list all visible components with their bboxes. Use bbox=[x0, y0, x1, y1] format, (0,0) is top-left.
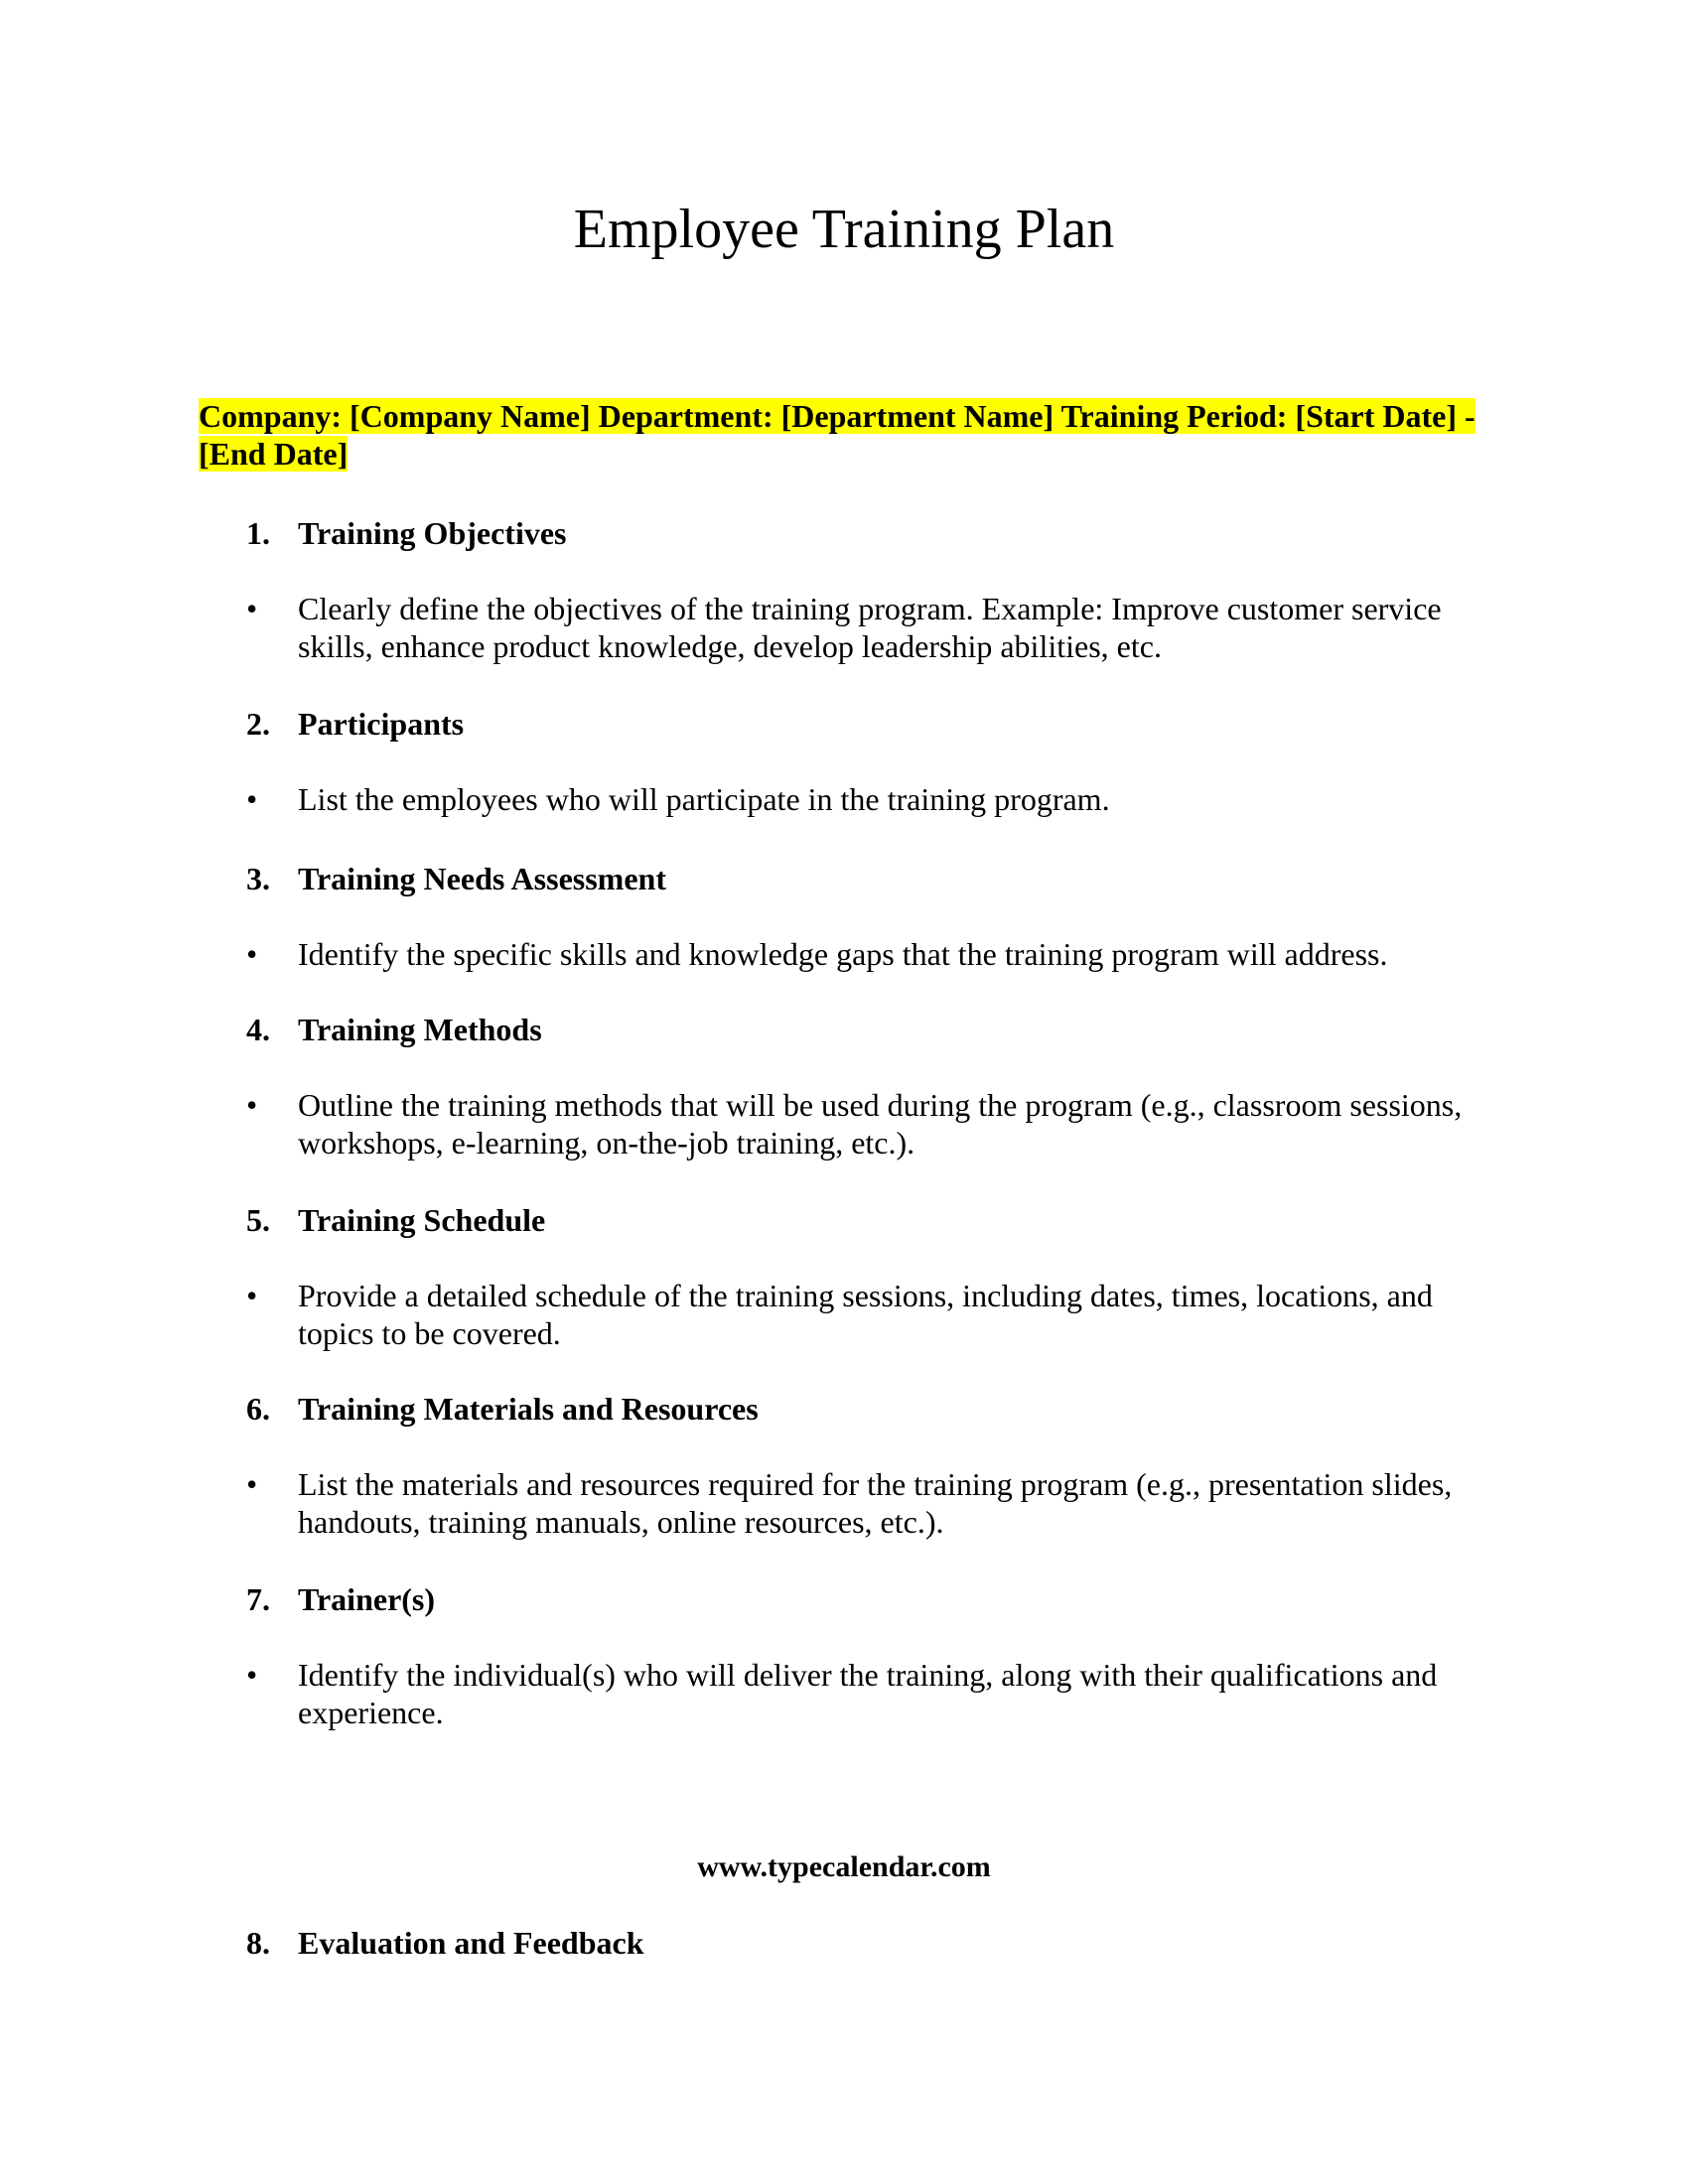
section-title: Evaluation and Feedback bbox=[298, 1925, 644, 1961]
section-title: Training Methods bbox=[298, 1012, 542, 1047]
section-evaluation-feedback bbox=[246, 1924, 1507, 1962]
bullet-icon: • bbox=[246, 591, 258, 626]
section-participants bbox=[246, 705, 1507, 818]
section-number: 5. bbox=[246, 1202, 270, 1238]
bullet-text: Identify the specific skills and knowledge gaps that the training program will address. bbox=[298, 936, 1388, 972]
section-training-needs-assessment bbox=[246, 860, 1507, 973]
bullet-text: List the employees who will participate in the training program. bbox=[298, 781, 1110, 817]
section-heading bbox=[246, 860, 1507, 897]
section-title: Trainer(s) bbox=[298, 1581, 436, 1617]
section-heading bbox=[246, 514, 1507, 552]
bullet-icon: • bbox=[246, 1657, 258, 1693]
bullet-item bbox=[246, 1656, 1507, 1731]
bullet-item bbox=[246, 780, 1507, 818]
bullet-item bbox=[246, 590, 1507, 665]
bullet-item bbox=[246, 1277, 1507, 1352]
section-training-schedule bbox=[246, 1201, 1507, 1352]
bullet-text: Identify the individual(s) who will deliver the training, along with their qualifications and experience. bbox=[298, 1657, 1438, 1730]
section-trainers bbox=[246, 1580, 1507, 1731]
header-info bbox=[199, 397, 1509, 473]
section-heading bbox=[246, 1924, 1507, 1962]
section-title: Training Objectives bbox=[298, 515, 567, 551]
bullet-icon: • bbox=[246, 936, 258, 972]
bullet-item bbox=[246, 935, 1507, 973]
bullet-item bbox=[246, 1086, 1507, 1161]
bullet-icon: • bbox=[246, 1087, 258, 1123]
section-number: 1. bbox=[246, 515, 270, 551]
document-title: Employee Training Plan bbox=[573, 199, 1115, 260]
website-link[interactable]: www.typecalendar.com bbox=[697, 1850, 991, 1883]
section-number: 4. bbox=[246, 1012, 270, 1047]
bullet-icon: • bbox=[246, 1466, 258, 1502]
bullet-icon: • bbox=[246, 781, 258, 817]
bullet-text: Provide a detailed schedule of the training sessions, including dates, times, locations, and topics to be covered. bbox=[298, 1278, 1433, 1351]
section-training-methods bbox=[246, 1011, 1507, 1161]
section-title: Participants bbox=[298, 706, 465, 742]
section-number: 8. bbox=[246, 1925, 270, 1961]
bullet-text: Outline the training methods that will be used during the program (e.g., classroom sessions, workshops, e-learning, on-the-job training, etc.). bbox=[298, 1087, 1463, 1160]
section-number: 7. bbox=[246, 1581, 270, 1617]
section-heading bbox=[246, 1390, 1507, 1428]
section-training-materials bbox=[246, 1390, 1507, 1541]
section-training-objectives bbox=[246, 514, 1507, 665]
bullet-text: List the materials and resources required for the training program (e.g., presentation slides, handouts, training manuals, online resources, etc.). bbox=[298, 1466, 1453, 1540]
section-title: Training Materials and Resources bbox=[298, 1391, 759, 1427]
bullet-item bbox=[246, 1465, 1507, 1541]
section-heading bbox=[246, 1201, 1507, 1239]
section-title: Training Schedule bbox=[298, 1202, 546, 1238]
section-number: 6. bbox=[246, 1391, 270, 1427]
section-heading bbox=[246, 1011, 1507, 1048]
highlighted-header-text: Company: [Company Name] Department: [Department Name] Training Period: [Start Date] - [End Date] bbox=[199, 398, 1476, 472]
section-title: Training Needs Assessment bbox=[298, 861, 666, 896]
section-number: 3. bbox=[246, 861, 270, 896]
section-heading bbox=[246, 705, 1507, 743]
bullet-text: Clearly define the objectives of the training program. Example: Improve customer service skills, enhance product knowledge, develop leadership abilities, etc. bbox=[298, 591, 1442, 664]
bullet-icon: • bbox=[246, 1278, 258, 1313]
section-heading bbox=[246, 1580, 1507, 1618]
section-number: 2. bbox=[246, 706, 270, 742]
